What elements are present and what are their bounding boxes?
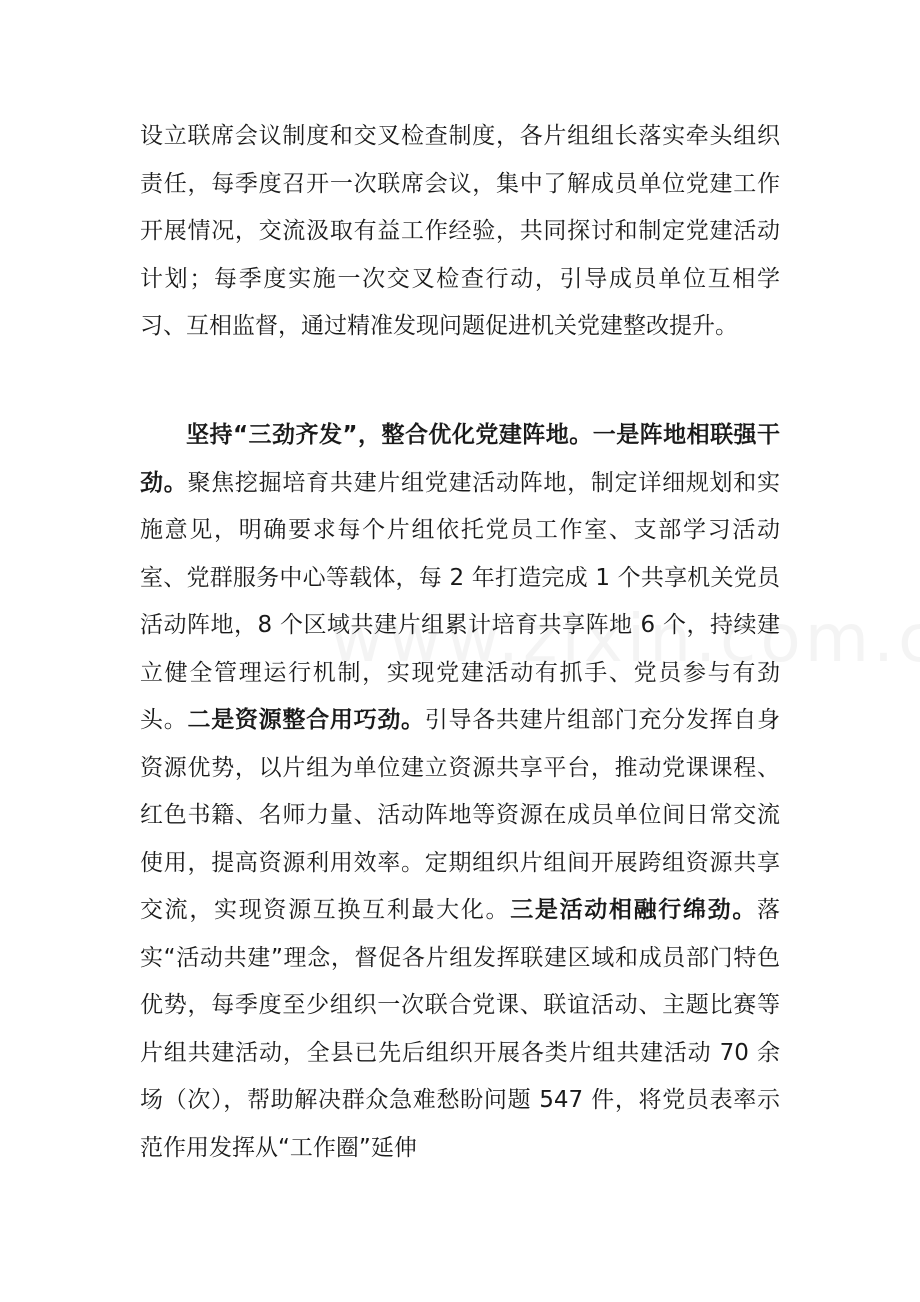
point1-title: 一是阵地相联强干劲。	[140, 422, 781, 496]
point3-title: 三是活动相融行绵劲。	[510, 897, 758, 923]
point1-text: 聚焦挖掘培育共建片组党建活动阵地，制定详细规划和实施意见，明确要求每个片组依托党员工作室、支部学习活动室、党群服务中心等载体，每 2 年打造完成 1 个共享机关党员活动阵地，8 个区域共建片组累计培育共享阵地 6 个，持续建立健全管理运行机制，实现党建活动有抓手、党员参与有劲头。	[140, 469, 781, 733]
point2-text: 引导各共建片组部门充分发挥自身资源优势，以片组为单位建立资源共享平台，推动党课课程、红色书籍、名师力量、活动阵地等资源在成员单位间日常交流使用，提高资源利用效率。定期组织片组间开展跨组资源共享交流，实现资源互换互利最大化。	[140, 707, 781, 923]
paragraph-joint-meeting: 设立联席会议制度和交叉检查制度，各片组组长落实牵头组织责任，每季度召开一次联席会议，集中了解成员单位党建工作开展情况，交流汲取有益工作经验，共同探讨和制定党建活动计划；每季度实施一次交叉检查行动，引导成员单位互相学习、互相监督，通过精准发现问题促进机关党建整改提升。	[140, 123, 780, 339]
point3-text: 落实“活动共建”理念，督促各片组发挥联建区域和成员部门特色优势，每季度至少组织一次联合党课、联谊活动、主题比赛等片组共建活动，全县已先后组织开展各类片组共建活动 70 余场（次），帮助解决群众急难愁盼问题 547 件，将党员表率示范作用发挥从“工作圈”延伸	[140, 897, 781, 1161]
section-heading: 坚持“三劲齐发”，整合优化党建阵地。	[186, 422, 593, 448]
paragraph-party-positions	[140, 412, 780, 1172]
point2-title: 二是资源整合用巧劲。	[187, 707, 425, 733]
